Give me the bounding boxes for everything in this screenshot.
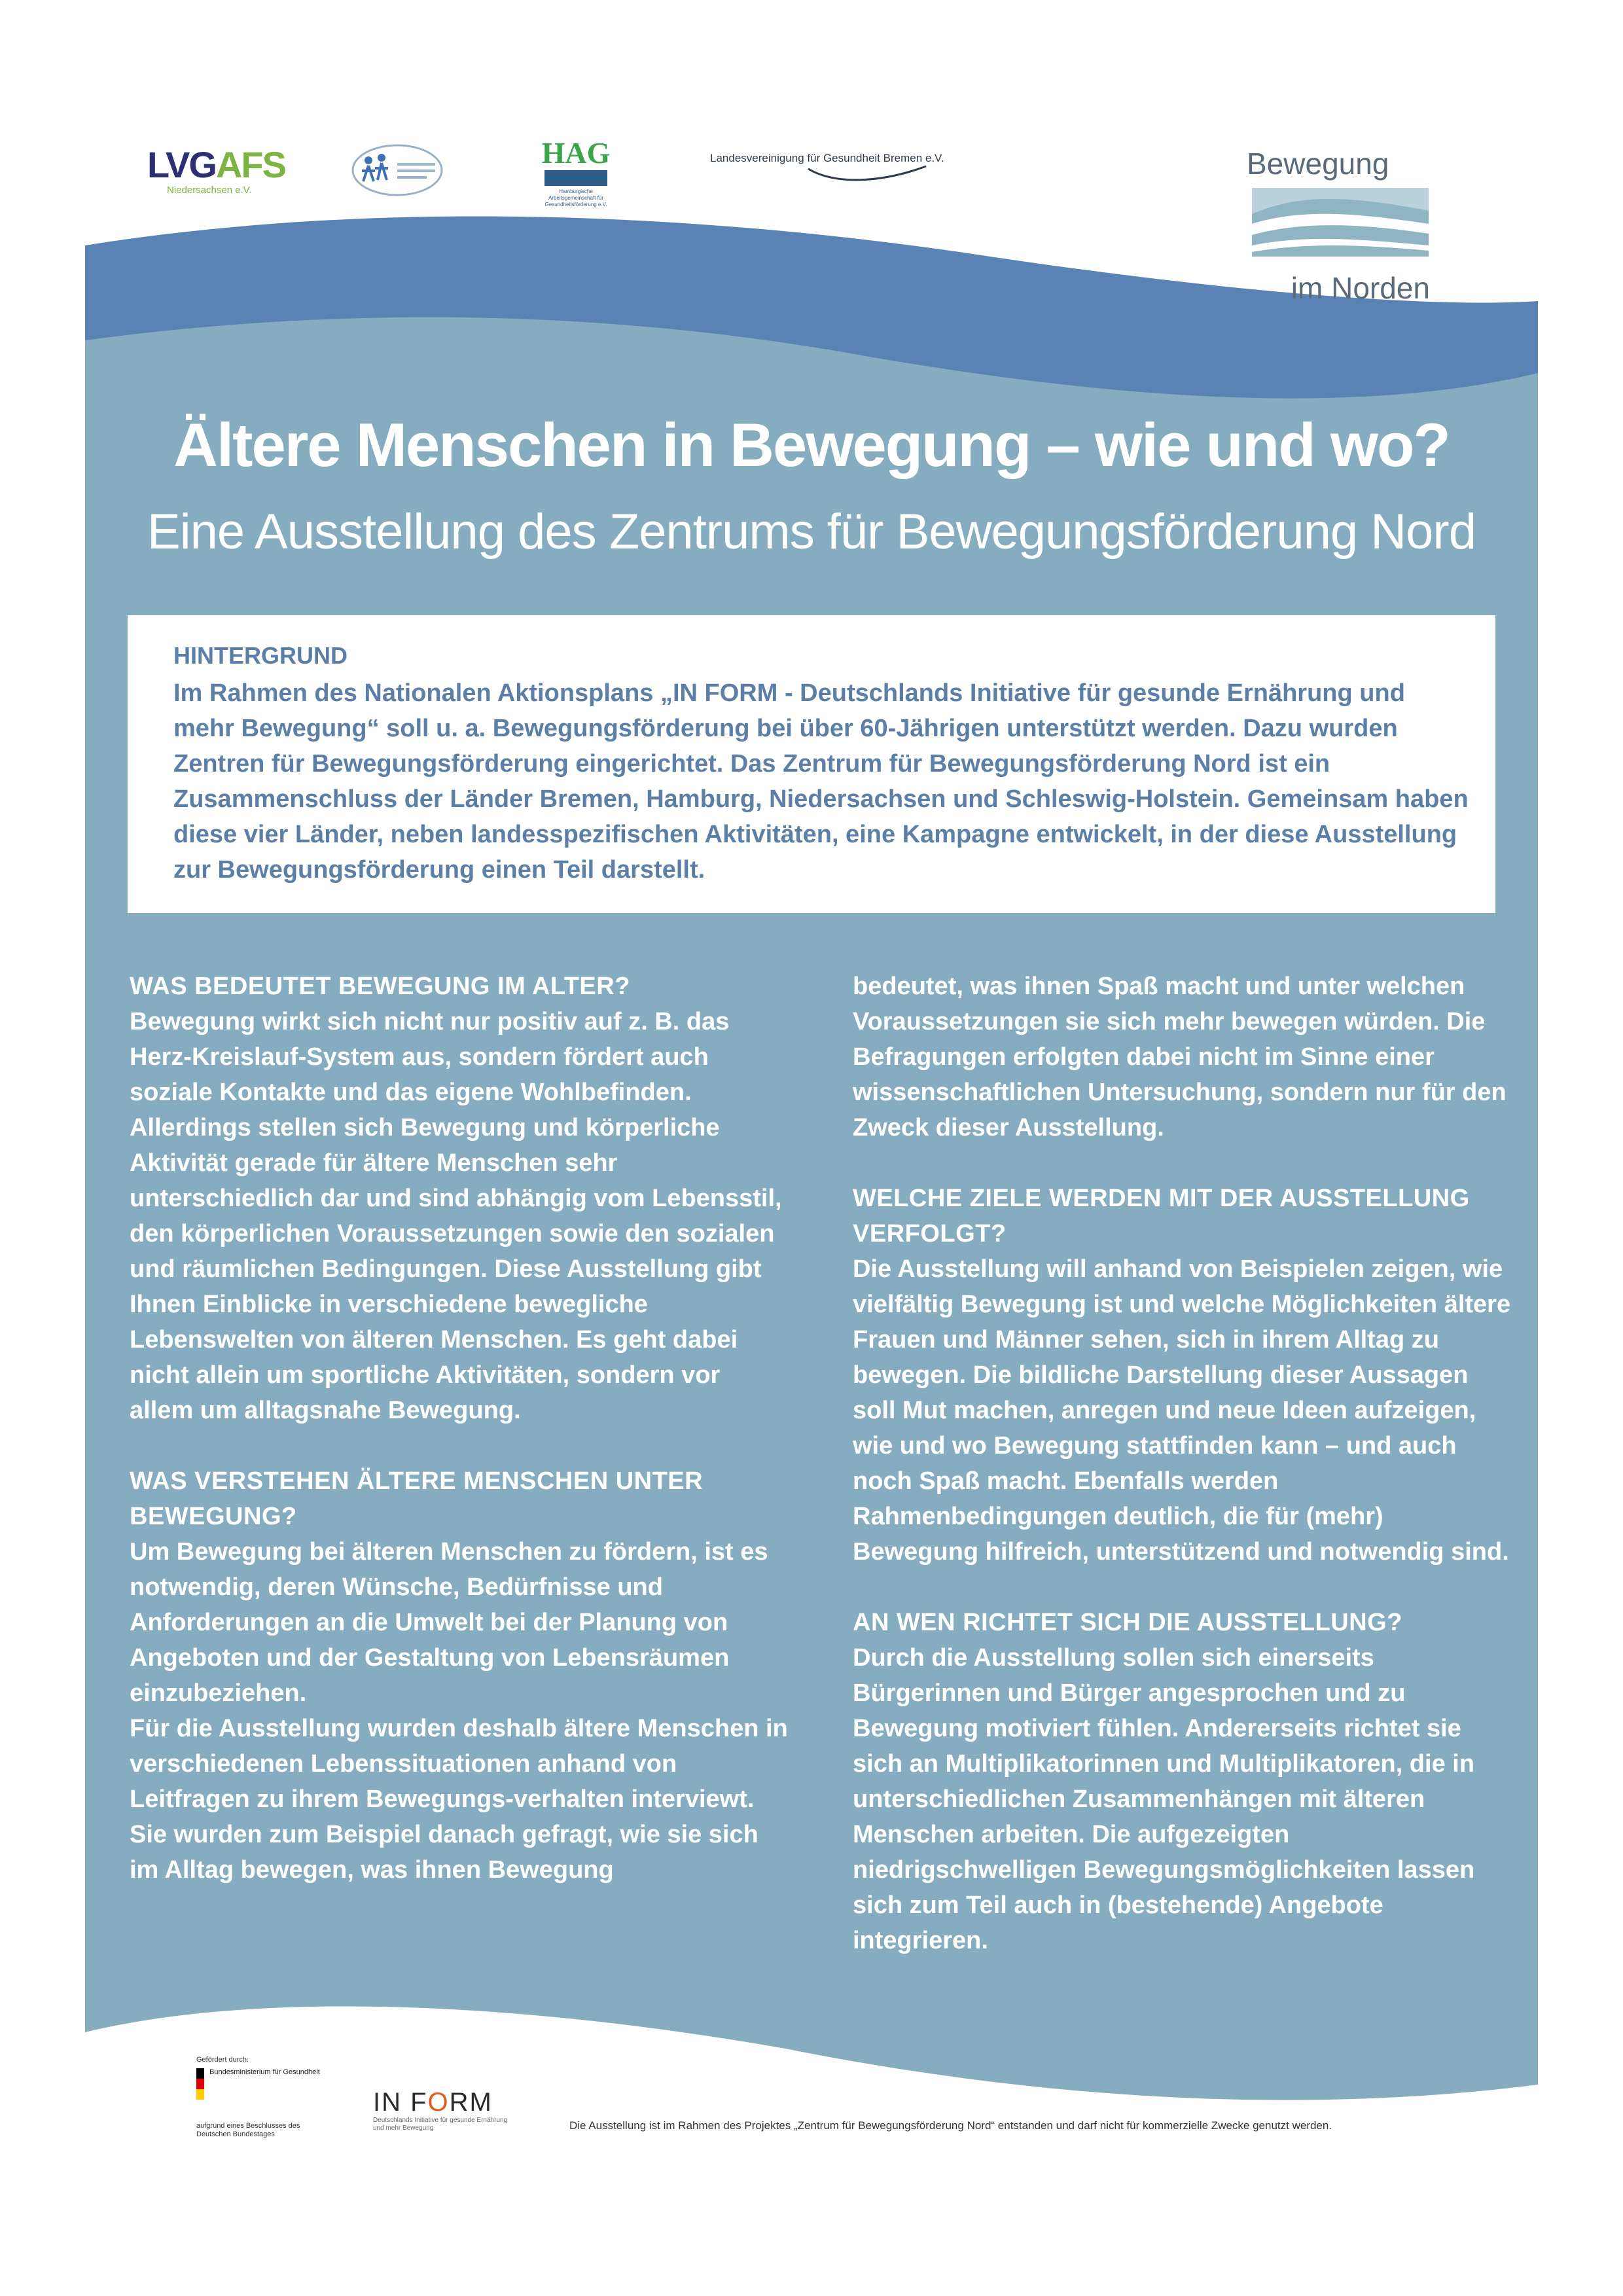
page-title: Ältere Menschen in Bewegung – wie und wo? <box>173 410 1450 479</box>
beschluss-text: aufgrund eines Beschlusses des Deutschen Bundestages <box>196 2122 300 2138</box>
section-heading-zielgruppe: AN WEN RICHTET SICH DIE AUSSTELLUNG? <box>853 1609 1402 1636</box>
section-text-ziele: Die Ausstellung will anhand von Beispielen zeigen, wie vielfältig Bewegung ist und welche Möglichkeiten ältere Frauen und Männer sehen, sich in ihrem Alltag zu bewegen. Die bildliche Darstellung dieser Aussagen soll Mut machen, anregen und neue Ideen aufzeigen, wie und wo Bewegung stattfinden kann – und auch noch Spaß macht. Ebenfalls werden Rahmenbedingungen deutlich, die für (mehr) Bewegung hilfreich, unterstützend und notwendig sind. <box>853 1255 1511 1566</box>
lvg-bremen-logo <box>710 152 946 191</box>
section-text-verstehen-1: Um Bewegung bei älteren Menschen zu fördern, ist es notwendig, deren Wünsche, Bedürfnisse und Anforderungen an die Umwelt bei der Planung von Angeboten und der Gestaltung von Lebensräumen einzubeziehen. <box>130 1538 768 1707</box>
landesvereinigung-oval-logo <box>350 141 445 200</box>
oval-figures-icon <box>350 141 445 200</box>
hag-logo-subtitle: Hamburgische Arbeitsgemeinschaft für Gesundheitsförderung e.V. <box>544 188 607 207</box>
bmg-logo <box>196 2055 334 2147</box>
gefoerdert-label: Gefördert durch: <box>196 2056 249 2064</box>
lvgafs-logo-subtitle: Niedersachsen e.V. <box>167 185 252 196</box>
section-heading-verstehen: WAS VERSTEHEN ÄLTERE MENSCHEN UNTER BEWEGUNG? <box>130 1467 704 1530</box>
ministerium-name: Bundesministerium für Gesundheit <box>209 2068 320 2076</box>
hag-logo-name: HAG <box>541 136 611 170</box>
bewegung-im-norden-logo-bottom: im Norden <box>1291 271 1430 305</box>
section-heading-bewegung-im-alter: WAS BEDEUTET BEWEGUNG IM ALTER? <box>130 973 630 1000</box>
bewegung-im-norden-waves-icon <box>1252 188 1429 257</box>
page-subtitle: Eine Ausstellung des Zentrums für Bewegungsförderung Nord <box>147 504 1476 560</box>
hag-logo <box>537 136 615 207</box>
lvg-bremen-logo-name: Landesvereinigung für Gesundheit Bremen e.V. <box>710 152 944 164</box>
left-column <box>130 969 791 1888</box>
hintergrund-text: Im Rahmen des Nationalen Aktionsplans „IN FORM - Deutschlands Initiative für gesunde Ernährung und mehr Bewegung“ soll u. a. Bewegungsförderung bei über 60-Jährigen unterstützt werden. Dazu wurden Zentren für Bewegungsförderung eingerichtet. Das Zentrum für Bewegungsförderung Nord ist ein Zusammenschluss der Länder Bremen, Hamburg, Niedersachsen und Schleswig-Holstein. Gemeinsam haben diese vier Länder, neben landesspezifischen Aktivitäten, eine Kampagne entwickelt, in der diese Ausstellung zur Bewegungsförderung einen Teil darstellt. <box>173 679 1469 884</box>
german-flag-icon <box>196 2068 204 2100</box>
hintergrund-box <box>128 615 1495 913</box>
lvg-bremen-swoosh-icon <box>710 165 946 185</box>
in-form-wordmark: IN FORM <box>373 2088 493 2117</box>
section-text-verstehen-3: Sie wurden zum Beispiel danach gefragt, wie sie sich im Alltag bewegen, was ihnen Bewegung <box>130 1821 758 1884</box>
section-text-continued: bedeutet, was ihnen Spaß macht und unter welchen Voraussetzungen sie sich mehr bewegen würden. Die Befragungen erfolgten dabei nicht im Sinne einer wissenschaftlichen Untersuchung, sondern nur für den Zweck dieser Ausstellung. <box>853 973 1507 1141</box>
bewegung-im-norden-logo-top: Bewegung <box>1247 147 1389 181</box>
right-column <box>853 969 1514 1958</box>
hintergrund-heading: HINTERGRUND <box>173 642 348 669</box>
section-heading-ziele: WELCHE ZIELE WERDEN MIT DER AUSSTELLUNG VERFOLGT? <box>853 1185 1470 1247</box>
hag-logo-bar <box>544 170 607 186</box>
section-text-bewegung-im-alter: Bewegung wirkt sich nicht nur positiv auf z. B. das Herz-Kreislauf-System aus, sondern fördert auch soziale Kontakte und das eigene Wohlbefinden. Allerdings stellen sich Bewegung und körperliche Aktivität gerade für ältere Menschen sehr unterschiedlich dar und sind abhängig vom Lebensstil, den körperlichen Voraussetzungen sowie den sozialen und räumlichen Bedingungen. Diese Ausstellung gibt Ihnen Einblicke in verschiedene bewegliche Lebenswelten von älteren Menschen. Es geht dabei nicht allein um sportliche Aktivitäten, sondern vor allem um alltagsnahe Bewegung. <box>130 1008 782 1424</box>
bewegung-im-norden-logo <box>1247 147 1430 305</box>
section-text-zielgruppe: Durch die Ausstellung sollen sich einerseits Bürgerinnen und Bürger angesprochen und zu Bewegung motiviert fühlen. Andererseits richtet sie sich an Multiplikatorinnen und Multiplikatoren, die in unterschiedlichen Zusammenhängen mit älteren Menschen arbeiten. Die aufgezeigten niedrigschwelligen Bewegungsmöglichkeiten lassen sich zum Teil auch in (bestehende) Angebote integrieren. <box>853 1644 1475 1954</box>
lvgafs-logo-mark: LVGAFS <box>147 144 285 185</box>
in-form-logo <box>373 2088 517 2140</box>
footer-disclaimer: Die Ausstellung ist im Rahmen des Projektes „Zentrum für Bewegungsförderung Nord“ entstanden und darf nicht für kommerzielle Zwecke genutzt werden. <box>569 2119 1332 2132</box>
lvgafs-logo <box>147 144 285 204</box>
in-form-tagline: Deutschlands Initiative für gesunde Ernährung und mehr Bewegung <box>373 2117 508 2132</box>
section-text-verstehen-2: Für die Ausstellung wurden deshalb ältere Menschen in verschiedenen Lebenssituationen anhand von Leitfragen zu ihrem Bewegungs-verhalten interviewt. <box>130 1715 788 1813</box>
